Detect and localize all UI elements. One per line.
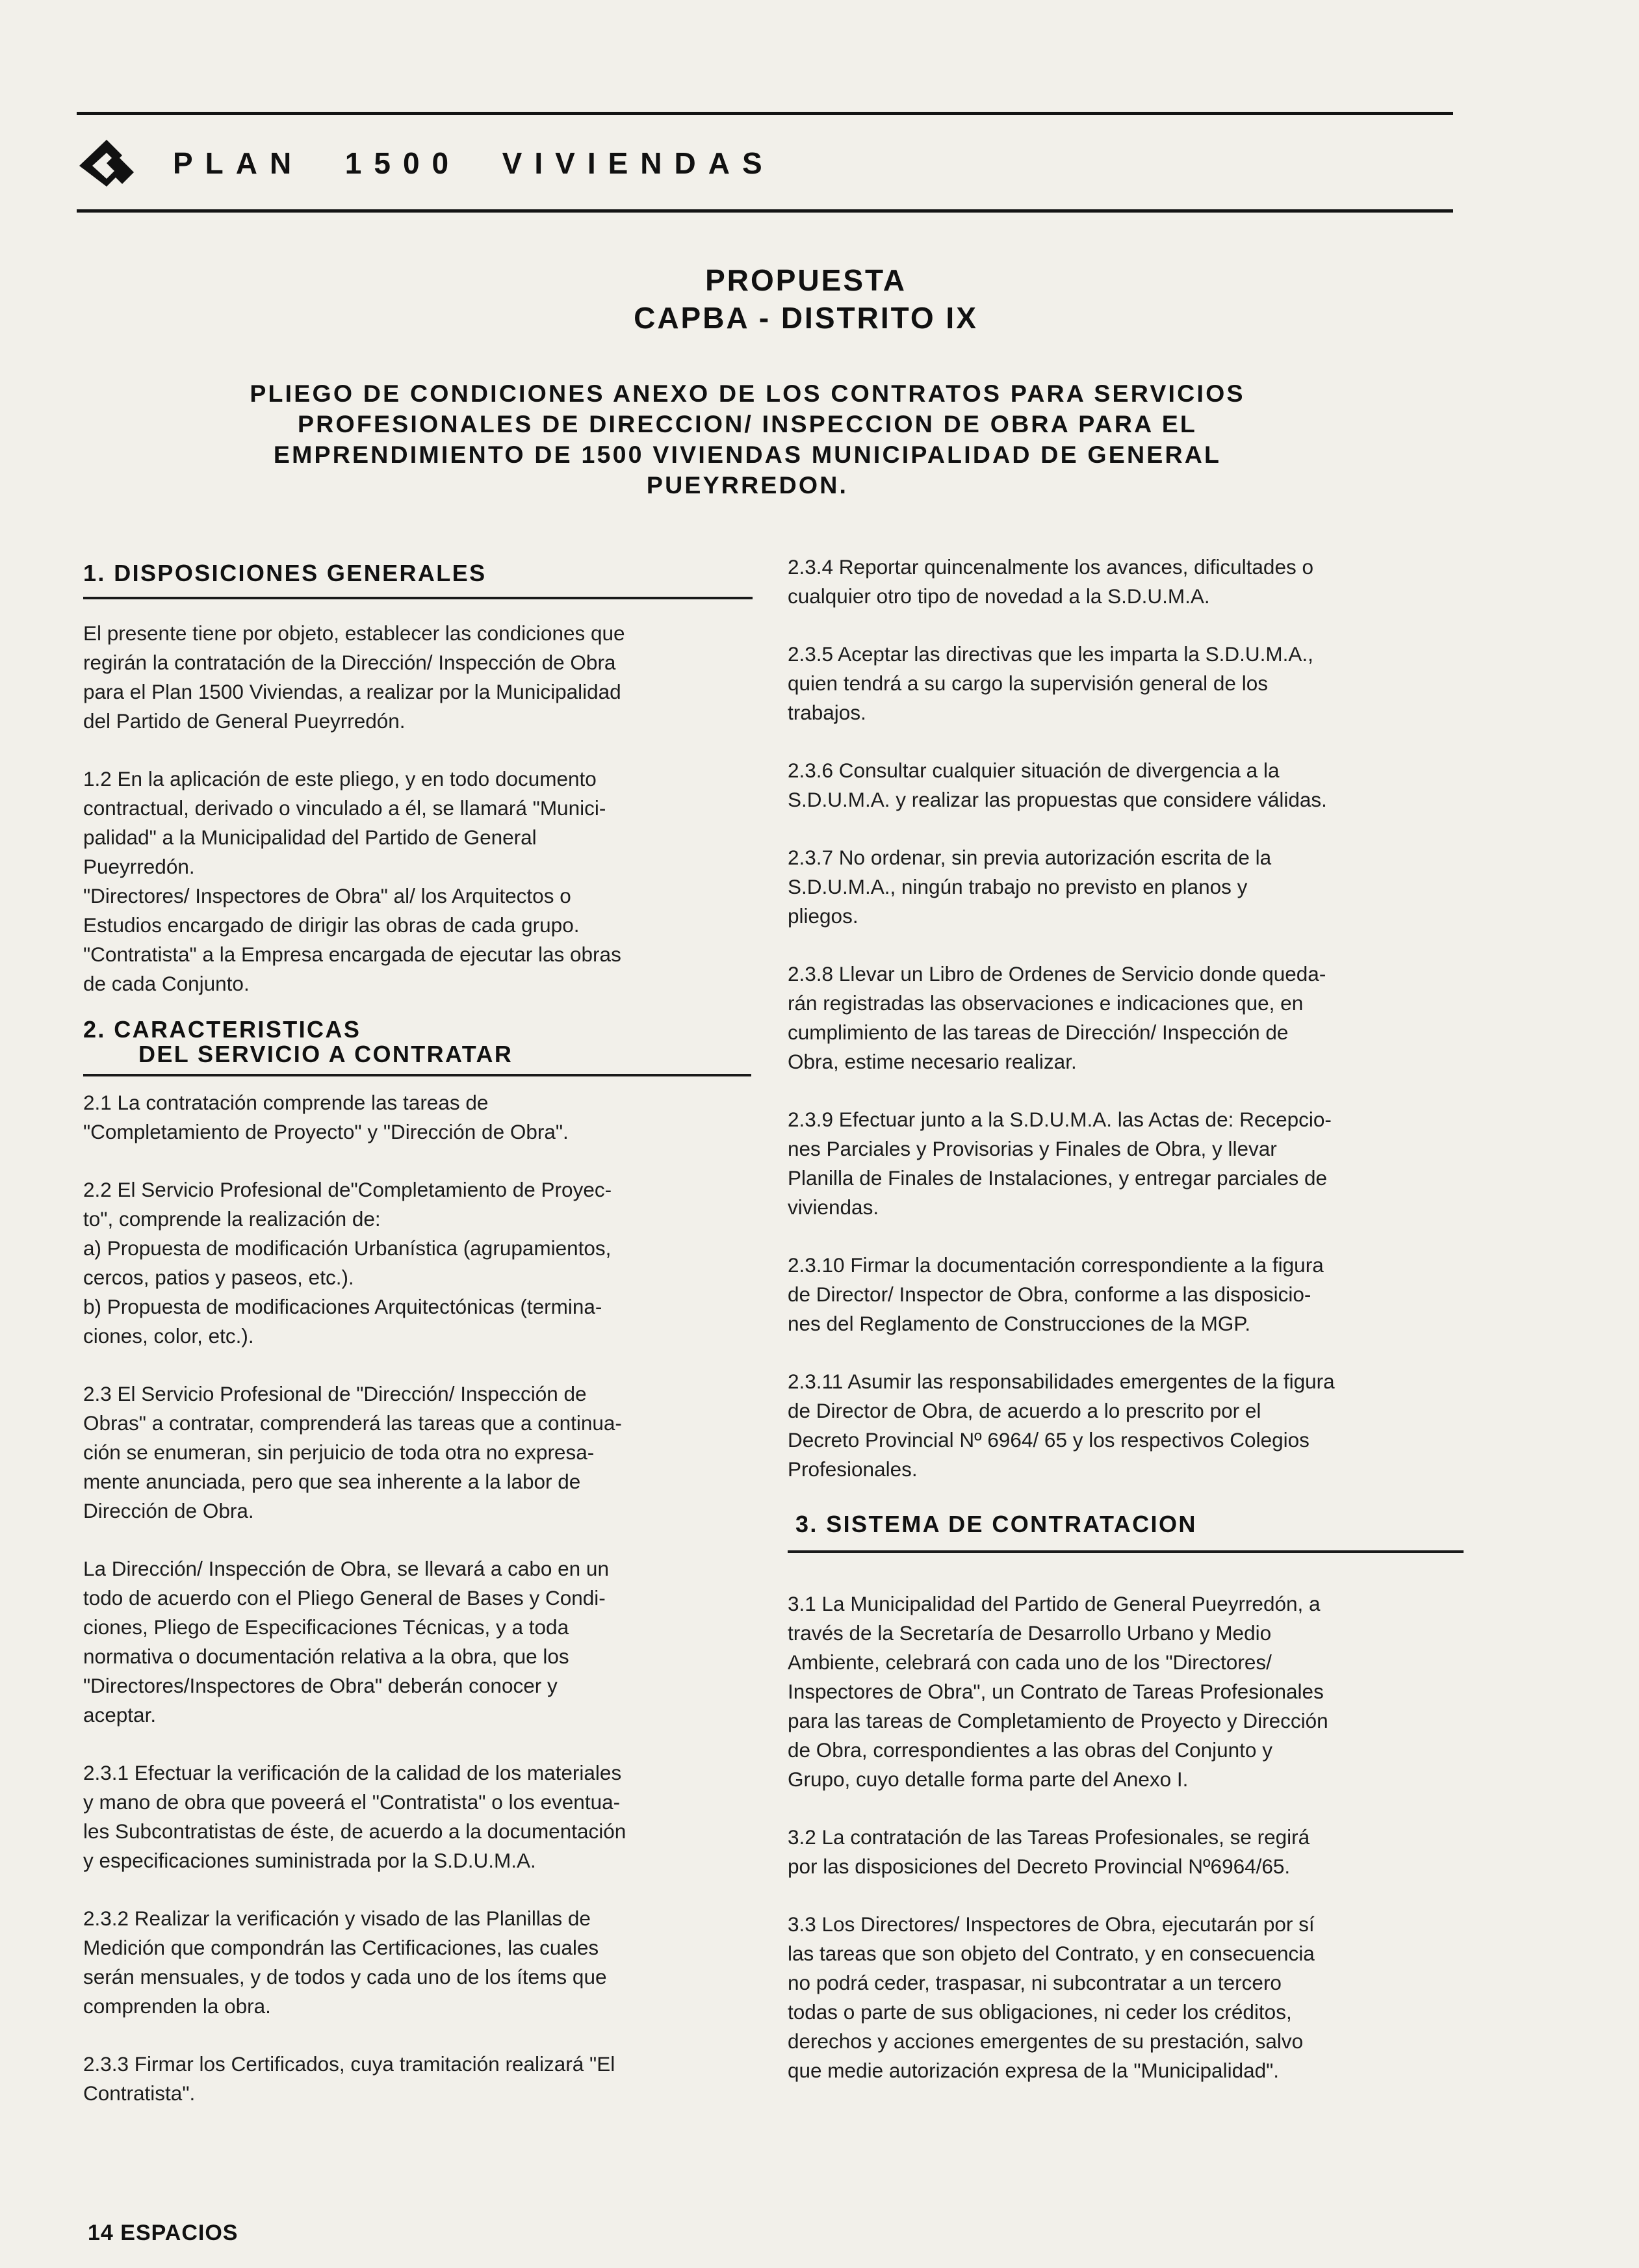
line: 2.3.4 Reportar quincenalmente los avances, dificultades o (788, 555, 1313, 579)
line: regirán la contratación de la Dirección/ Inspección de Obra (83, 651, 616, 674)
line: y especificaciones suministrada por la S.D.U.M.A. (83, 1849, 536, 1872)
paragraph (83, 1379, 753, 1526)
line: Obra, estime necesario realizar. (788, 1050, 1077, 1073)
line: to", comprende la realización de: (83, 1207, 381, 1231)
line: serán mensuales, y de todos y cada uno de los ítems que (83, 1965, 607, 1988)
line: 2.3.5 Aceptar las directivas que les imparta la S.D.U.M.A., (788, 642, 1313, 666)
line: 2.3.10 Firmar la documentación correspondiente a la figura (788, 1253, 1324, 1277)
line: a) Propuesta de modificación Urbanística (agrupamientos, (83, 1236, 612, 1260)
title-capba: CAPBA - DISTRITO IX (634, 301, 978, 335)
line: normativa o documentación relativa a la obra, que los (83, 1645, 569, 1668)
line: de Director de Obra, de acuerdo a lo prescrito por el (788, 1399, 1261, 1422)
right-column (788, 553, 1464, 2085)
line: y mano de obra que poveerá el "Contratista" o los eventua- (83, 1790, 621, 1814)
line: b) Propuesta de modificaciones Arquitectónicas (termina- (83, 1295, 602, 1318)
line: Inspectores de Obra", un Contrato de Tareas Profesionales (788, 1680, 1324, 1703)
paragraph (788, 640, 1464, 727)
line: 2.3.2 Realizar la verificación y visado de las Planillas de (83, 1907, 591, 1930)
paragraph (83, 764, 753, 998)
line: cumplimiento de las tareas de Dirección/ Inspección de (788, 1021, 1289, 1044)
subtitle-line: EMPRENDIMIENTO DE 1500 VIVIENDAS MUNICIPALIDAD DE GENERAL (273, 441, 1222, 468)
paragraph (788, 1105, 1464, 1222)
paragraph (83, 1904, 753, 2021)
line: La Dirección/ Inspección de Obra, se llevará a cabo en un (83, 1557, 609, 1580)
line: que medie autorización expresa de la "Municipalidad". (788, 2059, 1280, 2082)
paragraph (83, 1175, 753, 1351)
line: Obras" a contratar, comprenderá las tareas que a continua- (83, 1411, 622, 1435)
section-2-heading: 2. CARACTERISTICAS (83, 1016, 361, 1043)
line: de Director/ Inspector de Obra, conforme a las disposicio- (788, 1283, 1311, 1306)
paragraph (83, 2050, 753, 2108)
line: "Completamiento de Proyecto" y "Dirección de Obra". (83, 1120, 569, 1143)
line: Planilla de Finales de Instalaciones, y entregar parciales de (788, 1166, 1327, 1190)
paragraph (788, 1589, 1464, 1794)
line: "Contratista" a la Empresa encargada de ejecutar las obras (83, 943, 621, 966)
line: 2.2 El Servicio Profesional de"Completamiento de Proyec- (83, 1178, 612, 1201)
line: aceptar. (83, 1703, 157, 1727)
line: viviendas. (788, 1195, 879, 1219)
paragraph (83, 619, 753, 736)
header-bottom-rule (77, 209, 1453, 213)
line: del Partido de General Pueyrredón. (83, 709, 406, 733)
header-title: PLAN 1500 VIVIENDAS (173, 146, 775, 180)
line: través de la Secretaría de Desarrollo Urbano y Medio (788, 1621, 1272, 1645)
plan-logo-icon (77, 137, 142, 189)
line: 2.1 La contratación comprende las tareas de (83, 1091, 489, 1114)
page-header (77, 134, 1454, 192)
line: Dirección de Obra. (83, 1499, 254, 1522)
paragraph (83, 1554, 753, 1730)
line: nes Parciales y Provisorias y Finales de Obra, y llevar (788, 1137, 1277, 1160)
paragraph (788, 756, 1464, 815)
line: 3.1 La Municipalidad del Partido de General Pueyrredón, a (788, 1592, 1321, 1615)
line: Grupo, cuyo detalle forma parte del Anexo I. (788, 1767, 1189, 1791)
line: ciones, color, etc.). (83, 1324, 254, 1348)
line: ciones, Pliego de Especificaciones Técnicas, y a toda (83, 1615, 569, 1639)
line: 2.3.11 Asumir las responsabilidades emergentes de la figura (788, 1370, 1335, 1393)
line: las tareas que son objeto del Contrato, y en consecuencia (788, 1942, 1315, 1965)
paragraph (788, 959, 1464, 1076)
line: Pueyrredón. (83, 855, 195, 878)
line: todo de acuerdo con el Pliego General de Bases y Condi- (83, 1586, 606, 1610)
section-1-heading: 1. DISPOSICIONES GENERALES (83, 560, 487, 586)
line: S.D.U.M.A. y realizar las propuestas que considere válidas. (788, 788, 1327, 811)
line: Medición que compondrán las Certificaciones, las cuales (83, 1936, 599, 1959)
line: para las tareas de Completamiento de Proyecto y Dirección (788, 1709, 1328, 1732)
line: les Subcontratistas de éste, de acuerdo a la documentación (83, 1819, 626, 1843)
line: El presente tiene por objeto, establecer las condiciones que (83, 621, 625, 645)
line: derechos y acciones emergentes de su prestación, salvo (788, 2029, 1304, 2053)
line: contractual, derivado o vinculado a él, se llamará "Munici- (83, 796, 606, 820)
section-1-rule (83, 597, 753, 599)
line: de cada Conjunto. (83, 972, 250, 995)
line: cualquier otro tipo de novedad a la S.D.U.M.A. (788, 584, 1210, 608)
subtitle-line: PUEYRREDON. (646, 471, 849, 499)
section-2-rule (83, 1074, 751, 1076)
section-3-rule (788, 1550, 1464, 1553)
paragraph (788, 1367, 1464, 1484)
line: por las disposiciones del Decreto Provincial Nº6964/65. (788, 1855, 1291, 1878)
line: quien tendrá a su cargo la supervisión general de los (788, 671, 1268, 695)
line: cercos, patios y paseos, etc.). (83, 1266, 354, 1289)
line: todas o parte de sus obligaciones, ni ceder los créditos, (788, 2000, 1292, 2024)
line: no podrá ceder, traspasar, ni subcontratar a un tercero (788, 1971, 1282, 1994)
line: 3.3 Los Directores/ Inspectores de Obra, ejecutarán por sí (788, 1912, 1315, 1936)
header-top-rule (77, 112, 1453, 115)
subtitle-line: PLIEGO DE CONDICIONES ANEXO DE LOS CONTRATOS PARA SERVICIOS (250, 380, 1245, 407)
document-subtitle (188, 378, 1306, 501)
line: "Directores/Inspectores de Obra" deberán conocer y (83, 1674, 558, 1697)
line: 2.3.1 Efectuar la verificación de la calidad de los materiales (83, 1761, 622, 1784)
line: 2.3.9 Efectuar junto a la S.D.U.M.A. las Actas de: Recepcio- (788, 1108, 1332, 1131)
line: Profesionales. (788, 1457, 918, 1481)
page-footer: 14 ESPACIOS (88, 2221, 239, 2245)
line: 3.2 La contratación de las Tareas Profesionales, se regirá (788, 1825, 1310, 1849)
line: nes del Reglamento de Construcciones de la MGP. (788, 1312, 1251, 1335)
line: mente anunciada, pero que sea inherente a la labor de (83, 1470, 581, 1493)
paragraph (788, 843, 1464, 931)
line: "Directores/ Inspectores de Obra" al/ los Arquitectos o (83, 884, 571, 907)
line: Contratista". (83, 2081, 196, 2105)
paragraph (788, 553, 1464, 611)
section-3-heading: 3. SISTEMA DE CONTRATACION (795, 1511, 1197, 1537)
line: 1.2 En la aplicación de este pliego, y en todo documento (83, 767, 597, 790)
title-propuesta: PROPUESTA (705, 263, 907, 297)
line: para el Plan 1500 Viviendas, a realizar por la Municipalidad (83, 680, 621, 703)
line: Estudios encargado de dirigir las obras de cada grupo. (83, 913, 580, 937)
paragraph (788, 1251, 1464, 1338)
line: 2.3 El Servicio Profesional de "Dirección/ Inspección de (83, 1382, 587, 1405)
line: 2.3.7 No ordenar, sin previa autorización escrita de la (788, 846, 1272, 869)
left-column (83, 559, 753, 2108)
section-2-heading-cont: DEL SERVICIO A CONTRATAR (138, 1041, 513, 1067)
line: rán registradas las observaciones e indicaciones que, en (788, 991, 1304, 1015)
line: 2.3.8 Llevar un Libro de Ordenes de Servicio donde queda- (788, 962, 1326, 985)
paragraph (788, 1823, 1464, 1881)
paragraph (83, 1088, 753, 1147)
line: Decreto Provincial Nº 6964/ 65 y los respectivos Colegios (788, 1428, 1310, 1452)
line: de Obra, correspondientes a las obras del Conjunto y (788, 1738, 1272, 1762)
line: trabajos. (788, 701, 866, 724)
paragraph (788, 1910, 1464, 2085)
line: comprenden la obra. (83, 1994, 271, 2018)
line: Ambiente, celebrará con cada uno de los "Directores/ (788, 1650, 1272, 1674)
subtitle-line: PROFESIONALES DE DIRECCION/ INSPECCION DE OBRA PARA EL (297, 410, 1198, 437)
paragraph (83, 1758, 753, 1875)
line: 2.3.6 Consultar cualquier situación de divergencia a la (788, 759, 1280, 782)
line: palidad" a la Municipalidad del Partido de General (83, 826, 537, 849)
line: 2.3.3 Firmar los Certificados, cuya tramitación realizará "El (83, 2052, 615, 2076)
line: ción se enumeran, sin perjuicio de toda otra no expresa- (83, 1440, 595, 1464)
line: S.D.U.M.A., ningún trabajo no previsto en planos y (788, 875, 1248, 898)
line: pliegos. (788, 904, 858, 928)
